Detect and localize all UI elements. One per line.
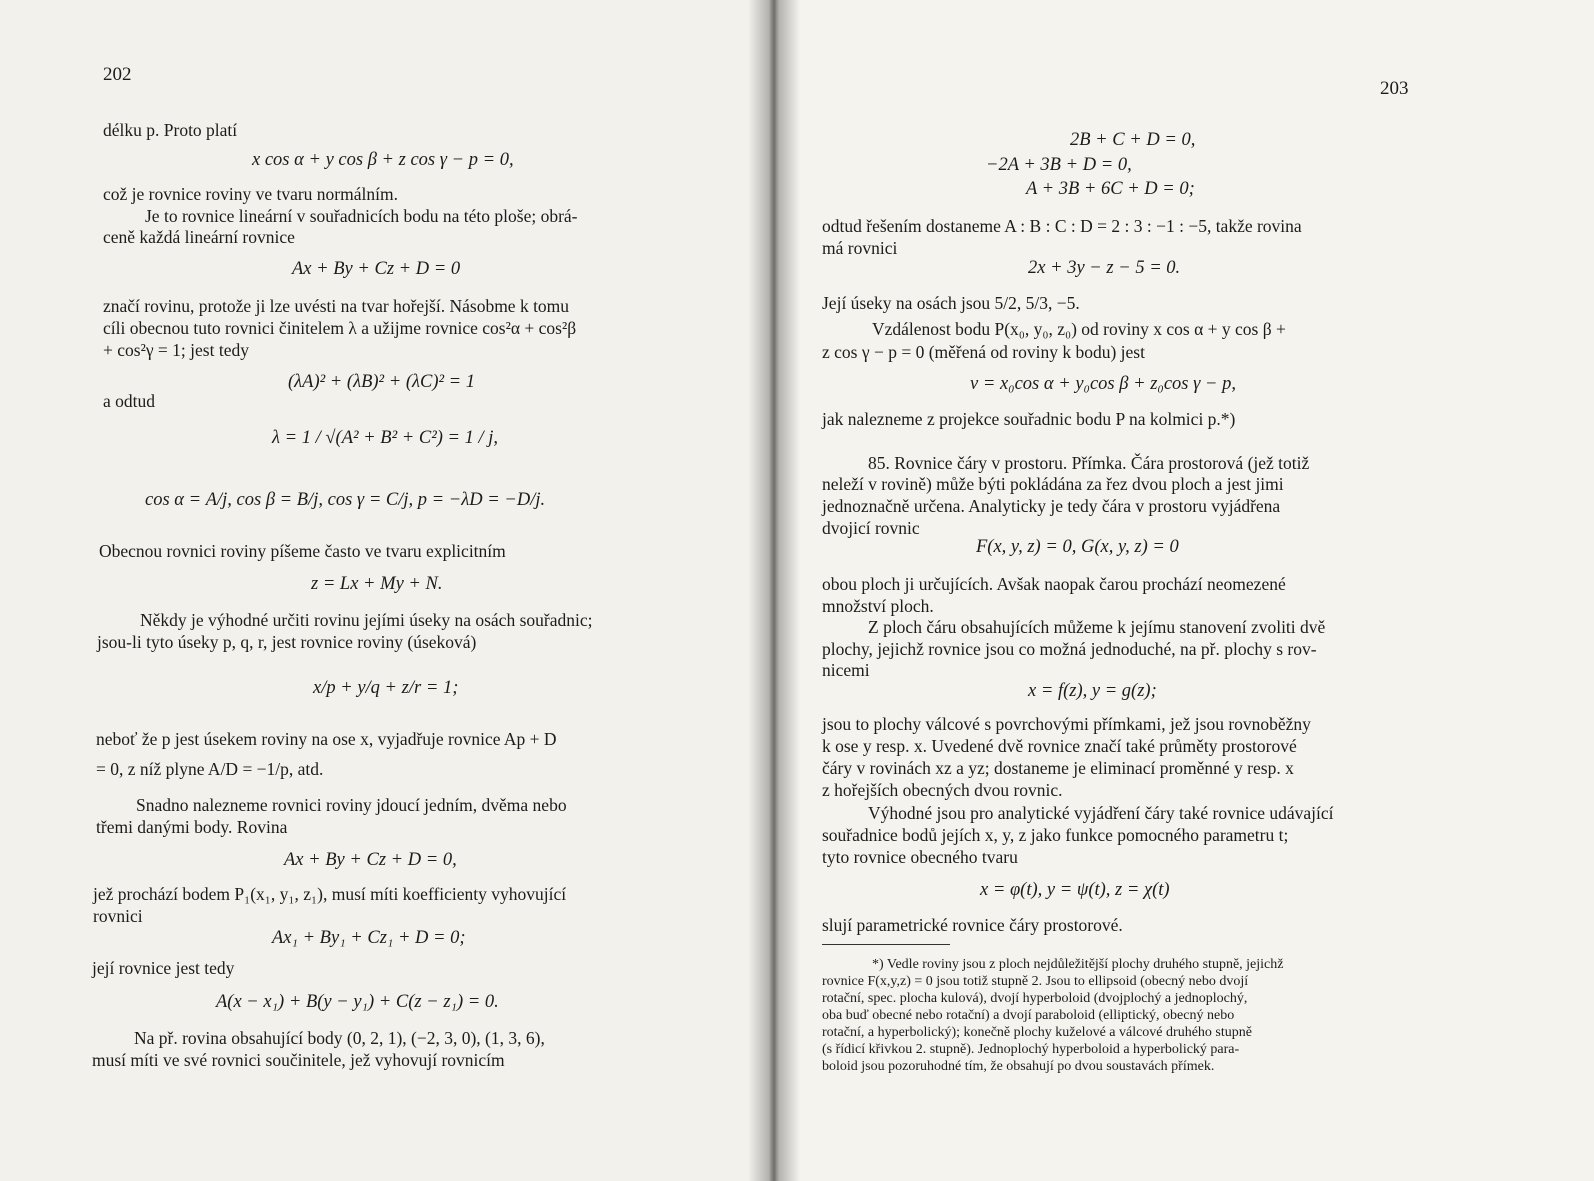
equation: cos α = A/j, cos β = B/j, cos γ = C/j, p = −λD = −D/j. [145, 490, 546, 510]
text-line: souřadnice bodů jejích x, y, z jako funkce pomocného parametru t; [822, 825, 1289, 845]
text-line: slují parametrické rovnice čáry prostorové. [822, 915, 1123, 935]
text-line: plochy, jejichž rovnice jsou co možná jednoduché, na př. plochy s rov- [822, 639, 1317, 659]
section-heading-line: 85. Rovnice čáry v prostoru. Přímka. Čára prostorová (jež totiž [868, 453, 1310, 473]
text-line: jsou to plochy válcové s povrchovými přímkami, jež jsou rovnoběžny [822, 714, 1311, 734]
equation: 2B + C + D = 0, [1070, 130, 1196, 150]
text-line: musí míti ve své rovnici součinitele, jež vyhovují rovnicím [92, 1050, 505, 1070]
equation: (λA)² + (λB)² + (λC)² = 1 [288, 372, 476, 392]
text-line: rovnici [93, 906, 143, 926]
text-line: neboť že p jest úsekem roviny na ose x, vyjadřuje rovnice Ap + D [96, 729, 557, 749]
text-line: k ose y resp. x. Uvedené dvě rovnice značí také průměty prostorové [822, 736, 1297, 756]
equation: Ax₁ + By₁ + Cz₁ + D = 0; [272, 928, 466, 948]
text-line: jež prochází bodem P₁(x₁, y₁, z₁), musí míti koefficienty vyhovující [93, 884, 567, 904]
equation: x = f(z), y = g(z); [1028, 681, 1157, 701]
text-line: třemi danými body. Rovina [96, 817, 288, 837]
text-line: Vzdálenost bodu P(x₀, y₀, z₀) od roviny x cos α + y cos β + [872, 319, 1286, 339]
footnote-line: rotační, a hyperbolický); konečně plochy kuželové a válcové druhého stupně [822, 1025, 1252, 1040]
equation: −2A + 3B + D = 0, [986, 155, 1132, 175]
equation: Ax + By + Cz + D = 0 [292, 259, 461, 279]
text-line: Výhodné jsou pro analytické vyjádření čáry také rovnice udávající [868, 803, 1334, 823]
text-line: jak nalezneme z projekce souřadnic bodu P na kolmici p.*) [822, 409, 1236, 429]
equation: A + 3B + 6C + D = 0; [1026, 179, 1195, 199]
footnote-line: boloid jsou pozoruhodné tím, že obsahují po dvou soustavách přímek. [822, 1059, 1215, 1074]
text-line: Na př. rovina obsahující body (0, 2, 1), (−2, 3, 0), (1, 3, 6), [134, 1028, 545, 1048]
footnote-line: rovnice F(x,y,z) = 0 jsou totiž stupně 2. Jsou to ellipsoid (obecný nebo dvojí [822, 974, 1249, 989]
text-line: Je to rovnice lineární v souřadnicích bodu na této ploše; obrá- [145, 206, 578, 226]
equation: v = x₀cos α + y₀cos β + z₀cos γ − p, [970, 374, 1237, 394]
text-line: nicemi [822, 660, 870, 680]
text-line: obou ploch ji určujících. Avšak naopak čarou prochází neomezené [822, 574, 1286, 594]
page-number-left: 202 [103, 64, 132, 85]
text-line: tyto rovnice obecného tvaru [822, 847, 1018, 867]
equation: 2x + 3y − z − 5 = 0. [1028, 258, 1181, 278]
text-line: + cos²γ = 1; jest tedy [103, 340, 249, 360]
footnote-rule [822, 944, 950, 945]
equation: Ax + By + Cz + D = 0, [284, 850, 457, 870]
right-page [776, 0, 1594, 1181]
text-line: Obecnou rovnici roviny píšeme často ve tvaru explicitním [99, 541, 506, 561]
text-line: odtud řešením dostaneme A : B : C : D = 2 : 3 : −1 : −5, takže rovina [822, 216, 1302, 236]
text-line: neleží v rovině) může býti pokládána za řez dvou ploch a jest jimi [822, 474, 1284, 494]
footnote-line: oba buď obecné nebo rotační) a dvojí paraboloid (elliptický, obecný nebo [822, 1008, 1235, 1023]
text-line: což je rovnice roviny ve tvaru normálním. [103, 184, 398, 204]
text-line: délku p. Proto platí [103, 120, 238, 140]
footnote-line: rotační, spec. plocha kulová), dvojí hyperboloid (dvojplochý a jednoplochý, [822, 991, 1248, 1006]
text-line: z cos γ − p = 0 (měřená od roviny k bodu) jest [822, 342, 1145, 362]
text-line: jsou-li tyto úseky p, q, r, jest rovnice roviny (úseková) [97, 632, 477, 652]
footnote-line: (s řídicí křivkou 2. stupně). Jednoplochý hyperboloid a hyperbolický para- [822, 1042, 1240, 1057]
text-line: ceně každá lineární rovnice [103, 227, 295, 247]
equation: A(x − x₁) + B(y − y₁) + C(z − z₁) = 0. [216, 992, 499, 1012]
left-page [0, 0, 770, 1181]
text-line: značí rovinu, protože ji lze uvésti na tvar hořejší. Násobme k tomu [103, 296, 570, 316]
text-line: má rovnici [822, 238, 898, 258]
equation: x = φ(t), y = ψ(t), z = χ(t) [980, 880, 1170, 900]
text-line: množství ploch. [822, 596, 934, 616]
footnote-line: *) Vedle roviny jsou z ploch nejdůležitější plochy druhého stupně, jejichž [872, 957, 1284, 972]
text-line: dvojicí rovnic [822, 518, 920, 538]
text-line: cíli obecnou tuto rovnici činitelem λ a užijme rovnice cos²α + cos²β [103, 318, 577, 338]
text-line: Z ploch čáru obsahujících můžeme k jejímu stanovení zvoliti dvě [868, 617, 1326, 637]
text-line: Snadno nalezneme rovnici roviny jdoucí jedním, dvěma nebo [136, 795, 567, 815]
equation: x cos α + y cos β + z cos γ − p = 0, [252, 150, 514, 170]
text-line: její rovnice jest tedy [92, 958, 235, 978]
equation: x/p + y/q + z/r = 1; [313, 678, 459, 698]
text-line: čáry v rovinách xz a yz; dostaneme je eliminací proměnné y resp. x [822, 758, 1294, 778]
equation: F(x, y, z) = 0, G(x, y, z) = 0 [976, 537, 1179, 557]
text-line: jednoznačně určena. Analyticky je tedy čára v prostoru vyjádřena [822, 496, 1281, 516]
text-line: Někdy je výhodné určiti rovinu jejími úseky na osách souřadnic; [140, 610, 593, 630]
page-number-right: 203 [1380, 78, 1409, 99]
text-line: z hořejších obecných dvou rovnic. [822, 780, 1063, 800]
text-line: Její úseky na osách jsou 5/2, 5/3, −5. [822, 293, 1080, 313]
equation: z = Lx + My + N. [311, 574, 443, 594]
text-line: a odtud [103, 391, 156, 411]
text-line: = 0, z níž plyne A/D = −1/p, atd. [96, 759, 324, 779]
book-gutter-shadow [748, 0, 800, 1181]
equation: λ = 1 / √(A² + B² + C²) = 1 / j, [272, 428, 499, 448]
